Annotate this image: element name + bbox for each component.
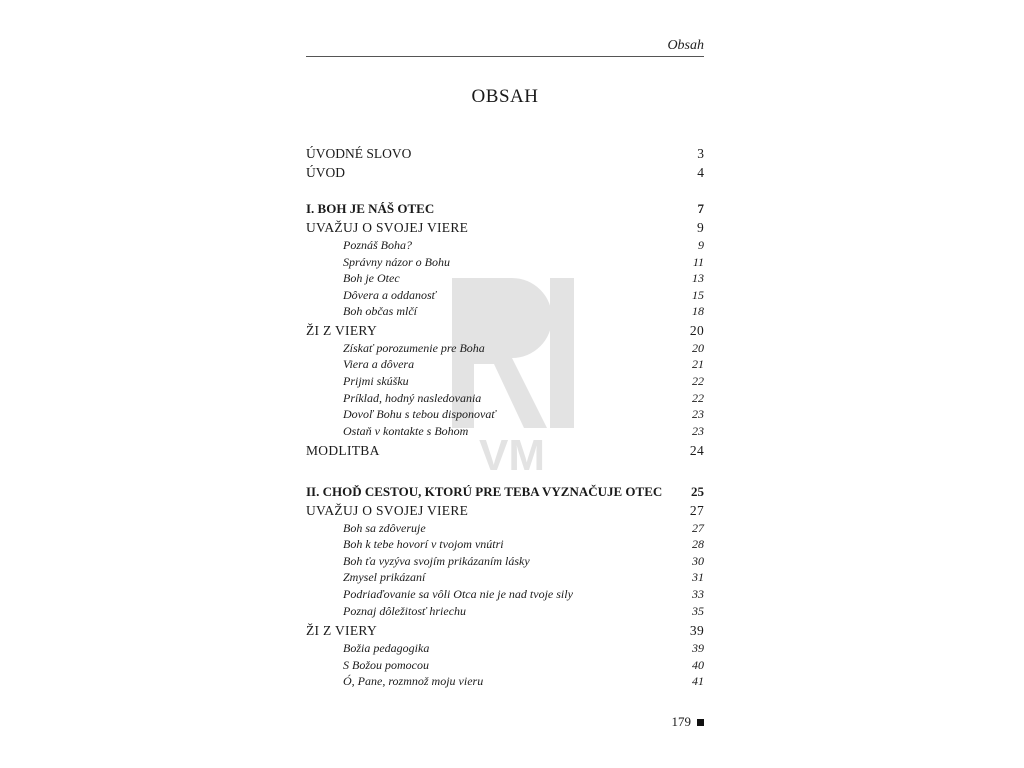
page-footer	[672, 714, 705, 730]
toc-entry-section	[306, 220, 704, 236]
toc-entry-sub	[306, 641, 704, 656]
toc-entry-title: I. BOH JE NÁŠ OTEC	[306, 201, 435, 216]
toc-entry-page: 27	[689, 503, 704, 518]
toc-entry-page: 40	[692, 658, 704, 672]
toc-entry-sub	[306, 604, 704, 619]
toc-entry-page: 11	[692, 255, 704, 269]
toc-entry-sub	[306, 357, 704, 372]
toc-entry-top	[306, 146, 704, 162]
toc-entry-title: ŽI Z VIERY	[306, 323, 377, 338]
toc-entry-section	[306, 443, 704, 459]
toc-entry-title: Boh sa zdôveruje	[343, 521, 426, 535]
square-bullet-icon	[697, 719, 704, 726]
toc-entry-page: 22	[692, 374, 704, 388]
toc-entry-page: 15	[692, 288, 704, 302]
toc-entry-page: 39	[692, 641, 704, 655]
toc-entry-sub	[306, 288, 704, 303]
header-rule	[306, 56, 704, 57]
toc-entry-sub	[306, 554, 704, 569]
toc-entry-sub	[306, 304, 704, 319]
toc-entry-page: 9	[698, 238, 704, 252]
toc-entry-section	[306, 623, 704, 639]
toc-entry-top	[306, 165, 704, 181]
toc-entry-title: Božia pedagogika	[343, 641, 430, 655]
toc-entry-page: 33	[692, 587, 704, 601]
toc-entry-page: 28	[692, 537, 704, 551]
toc-entry-title: S Božou pomocou	[343, 658, 429, 672]
toc-entry-page: 39	[689, 623, 704, 638]
toc-entry-sub	[306, 674, 704, 689]
toc-entry-page: 30	[692, 554, 704, 568]
toc-entry-page: 24	[689, 443, 704, 458]
toc-entry-title: Dôvera a oddanosť	[343, 288, 437, 302]
toc-entry-sub	[306, 537, 704, 552]
toc-entry-title: Príklad, hodný nasledovania	[343, 391, 482, 405]
toc-entry-sub	[306, 374, 704, 389]
toc-entry-title: Ostaň v kontakte s Bohom	[343, 424, 469, 438]
toc-entry-title: ÚVOD	[306, 165, 345, 180]
toc-entry-sub	[306, 341, 704, 356]
toc-entry-page: 27	[692, 521, 704, 535]
toc-entry-page: 3	[697, 146, 704, 161]
toc-entry-page: 18	[692, 304, 704, 318]
toc-entry-title: ÚVODNÉ SLOVO	[306, 146, 412, 161]
toc-entry-sub	[306, 658, 704, 673]
running-head: Obsah	[667, 38, 704, 53]
toc-entry-title: Poznáš Boha?	[343, 238, 412, 252]
toc-entry-title: Správny názor o Bohu	[343, 255, 450, 269]
toc-entry-title: Ó, Pane, rozmnož moju vieru	[343, 674, 484, 688]
toc-entry-title: Zmysel prikázaní	[343, 570, 426, 584]
page-title: OBSAH	[471, 86, 539, 107]
toc-entry-title: Viera a dôvera	[343, 357, 415, 371]
toc-entry-page: 4	[697, 165, 704, 180]
toc-entry-page: 7	[697, 201, 704, 216]
toc-entry-section	[306, 503, 704, 519]
toc-entry-sub	[306, 407, 704, 422]
toc-entry-title: Boh občas mlčí	[343, 304, 417, 318]
toc-entry-sub	[306, 587, 704, 602]
toc-entry-page: 13	[692, 271, 704, 285]
toc-entry-chapter	[306, 484, 704, 500]
toc-entry-title: MODLITBA	[306, 443, 380, 458]
toc-entry-title: Boh ťa vyzýva svojím prikázaním lásky	[343, 554, 530, 568]
toc-entry-chapter	[306, 201, 704, 217]
toc-entry-page: 25	[691, 484, 704, 499]
toc-entry-page: 21	[692, 357, 704, 371]
watermark-letters: VM	[479, 431, 545, 474]
toc-page	[306, 0, 704, 768]
toc-entry-sub	[306, 238, 704, 253]
toc-entry-page: 22	[692, 391, 704, 405]
toc-entry-page: 35	[692, 604, 704, 618]
page-number: 179	[671, 714, 691, 729]
toc-entry-title: Podriaďovanie sa vôli Otca nie je nad tvoje sily	[343, 587, 573, 601]
toc-entry-title: II. CHOĎ CESTOU, KTORÚ PRE TEBA VYZNAČUJE OTEC	[306, 484, 663, 499]
toc-entry-title: Prijmi skúšku	[343, 374, 409, 388]
toc-entry-sub	[306, 424, 704, 439]
toc-entry-page: 31	[692, 570, 704, 584]
toc-entry-title: Získať porozumenie pre Boha	[343, 341, 485, 355]
toc-entry-sub	[306, 271, 704, 286]
toc-entry-title: ŽI Z VIERY	[306, 623, 377, 638]
toc-entry-page: 41	[692, 674, 704, 688]
toc-entry-title: UVAŽUJ O SVOJEJ VIERE	[306, 503, 469, 518]
toc-entry-title: Boh je Otec	[343, 271, 400, 285]
toc-entry-page: 23	[692, 407, 704, 421]
toc-entry-page: 20	[692, 341, 704, 355]
toc-entry-page: 23	[692, 424, 704, 438]
toc-entry-section	[306, 323, 704, 339]
toc-entry-title: UVAŽUJ O SVOJEJ VIERE	[306, 220, 469, 235]
toc-entry-sub	[306, 391, 704, 406]
toc-entry-page: 9	[696, 220, 704, 235]
toc-entry-page: 20	[689, 323, 704, 338]
toc-entry-title: Dovoľ Bohu s tebou disponovať	[343, 407, 496, 421]
toc-entry-title: Poznaj dôležitosť hriechu	[343, 604, 467, 618]
toc-entry-sub	[306, 521, 704, 536]
toc-entry-sub	[306, 570, 704, 585]
toc-entry-sub	[306, 255, 704, 270]
toc-entry-title: Boh k tebe hovorí v tvojom vnútri	[343, 537, 504, 551]
